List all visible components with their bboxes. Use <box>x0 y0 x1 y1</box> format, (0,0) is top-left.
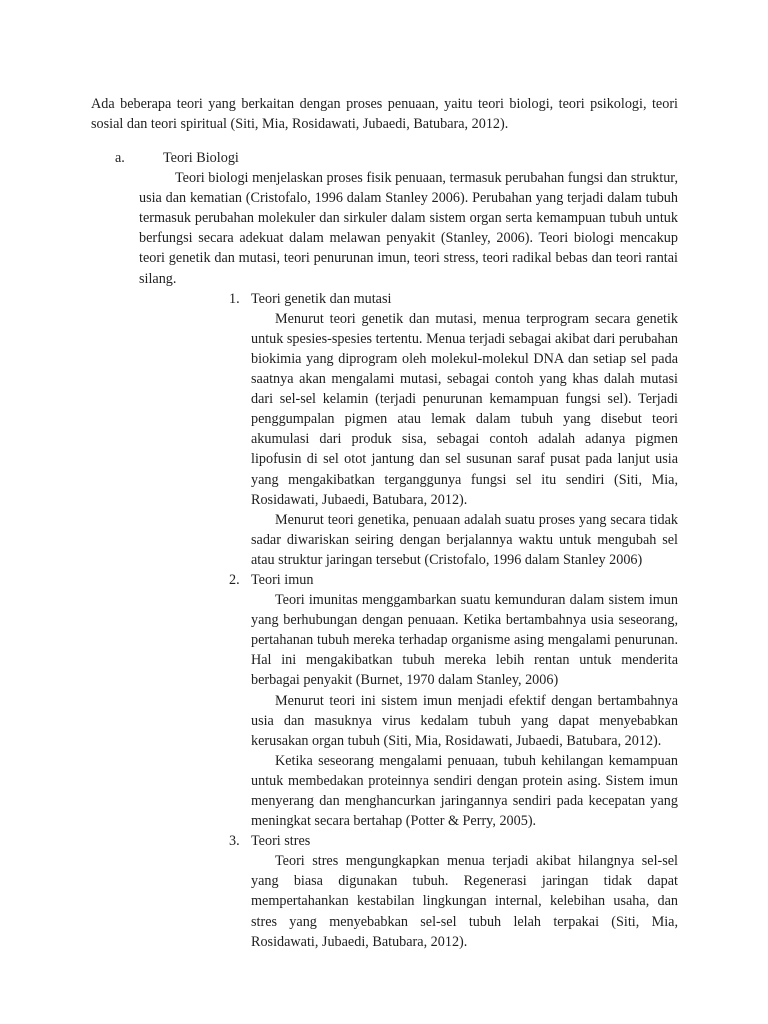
subsection-body <box>251 309 678 570</box>
section-heading <box>91 148 678 168</box>
subsection-number: 3. <box>229 833 240 850</box>
subsection-paragraph: Menurut teori genetik dan mutasi, menua terprogram secara genetik untuk spesies-spesies tertentu. Menua terjadi sebagai akibat dari perubahan biokimia yang diprogram oleh molekul-molekul DNA dan setiap sel pada saatnya akan mengalami mutasi, sebagai contoh yang khas dalah mutasi dari sel-sel kelamin (terjadi penurunan kemampuan fungsi sel). Terjadi penggumpalan pigmen atau lemak dalam tubuh yang disebut teori akumulasi dari produk sisa, sebagai contoh adalah adanya pigmen lipofusin di sel otot jantung dan sel susunan saraf pusat pada lanjut usia yang mengakibatkan terganggunya fungsi sel itu sendiri (Siti, Mia, Rosidawati, Jubaedi, Batubara, 2012). <box>251 310 678 508</box>
subsection-number: 2. <box>229 571 240 588</box>
section-body <box>139 168 678 952</box>
section-paragraph: Teori biologi menjelaskan proses fisik penuaan, termasuk perubahan fungsi dan struktur, usia dan kematian (Cristofalo, 1996 dalam Stanley 2006). Perubahan yang terjadi dalam tubuh termasuk perubahan molekuler dan sirkuler dalam sistem organ serta kemampuan tubuh untuk berfungsi secara adekuat dalam melawan penyakit (Stanley, 2006). Teori biologi mencakup teori genetik dan mutasi, teori penurunan imun, teori stress, teori radikal bebas dan teori rantai silang. <box>139 170 678 287</box>
subsection-paragraph: Ketika seseorang mengalami penuaan, tubuh kehilangan kemampuan untuk membedakan proteinnya sendiri dengan protein asing. Sistem imun menyerang dan menghancurkan jaringannya sendiri pada kecepatan yang meningkat secara bertahap (Potter & Perry, 2005). <box>251 752 678 830</box>
subsection-heading <box>229 289 678 309</box>
section-teori-biologi <box>91 148 678 952</box>
subsection-paragraph: Teori stres mengungkapkan menua terjadi akibat hilangnya sel-sel yang biasa digunakan tubuh. Regenerasi jaringan tidak dapat mempertahankan kestabilan lingkungan internal, kelebihan usaha, dan stres yang menyebabkan sel-sel tubuh lelah terpakai (Siti, Mia, Rosidawati, Jubaedi, Batubara, 2012). <box>251 853 678 950</box>
subsection-title: Teori stres <box>251 833 311 850</box>
subsection-imun <box>229 570 678 831</box>
subsection-genetik <box>229 289 678 570</box>
subsection-heading <box>229 831 678 851</box>
section-title: Teori Biologi <box>163 150 239 166</box>
subsection-body <box>251 590 678 831</box>
intro-paragraph: Ada beberapa teori yang berkaitan dengan proses penuaan, yaitu teori biologi, teori psikologi, teori sosial dan teori spiritual (Siti, Mia, Rosidawati, Jubaedi, Batubara, 2012). <box>91 96 678 133</box>
subsection-title: Teori genetik dan mutasi <box>251 290 392 307</box>
subsection-paragraph: Teori imunitas menggambarkan suatu kemunduran dalam sistem imun yang berhubungan dengan penuaan. Ketika bertambahnya usia seseorang, pertahanan tubuh mereka terhadap organisme asing mengalami penurunan. Hal ini mengakibatkan tubuh mereka lebih rentan untuk menderita berbagai penyakit (Burnet, 1970 dalam Stanley, 2006) <box>251 592 678 689</box>
subsection-paragraph: Menurut teori ini sistem imun menjadi efektif dengan bertambahnya usia dan masuknya virus kedalam tubuh yang dapat menyebabkan kerusakan organ tubuh (Siti, Mia, Rosidawati, Jubaedi, Batubara, 2012). <box>251 692 678 749</box>
subsection-heading <box>229 570 678 590</box>
subsection-paragraph: Menurut teori genetika, penuaan adalah suatu proses yang secara tidak sadar diwariskan seiring dengan berjalannya waktu untuk mengubah sel atau struktur jaringan tersebut (Cristofalo, 1996 dalam Stanley 2006) <box>251 511 678 568</box>
subsection-stres <box>229 831 678 952</box>
subsection-number: 1. <box>229 290 240 307</box>
subsection-title: Teori imun <box>251 571 314 588</box>
section-marker: a. <box>115 150 125 166</box>
subsection-body <box>251 851 678 951</box>
